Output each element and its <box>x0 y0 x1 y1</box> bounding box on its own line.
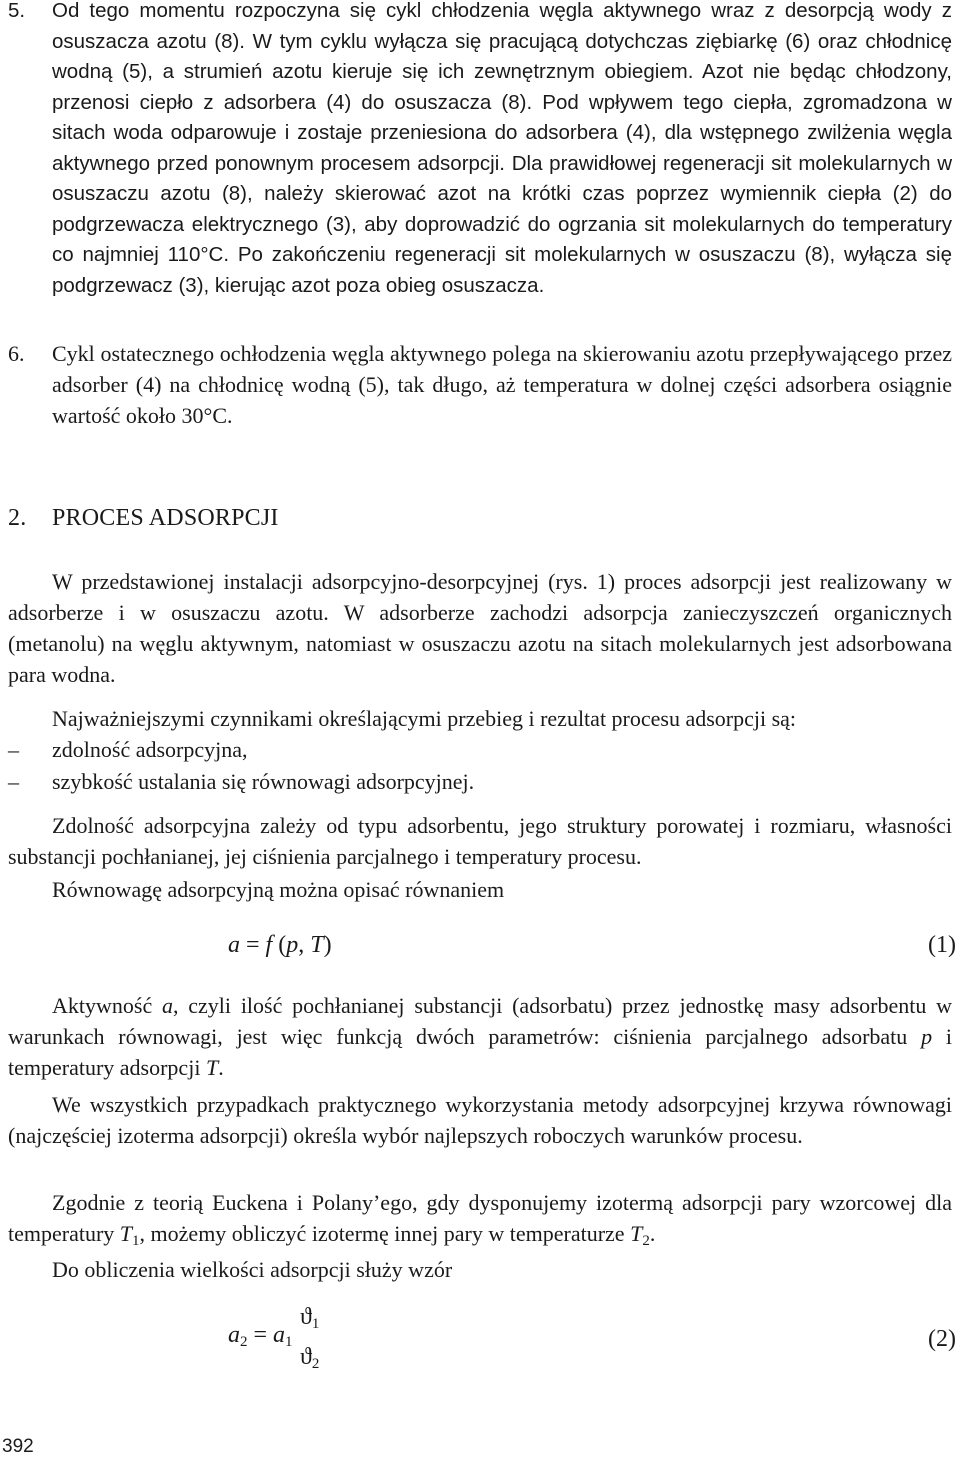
paragraph <box>8 1187 952 1249</box>
inline-variable: a <box>162 993 173 1018</box>
paragraph: Najważniejszymi czynnikami określającymi przebieg i rezultat procesu adsorpcji są: <box>52 706 797 731</box>
paragraph: W przedstawionej instalacji adsorpcyjno-desorpcyjnej (rys. 1) proces adsorpcji jest realizowany w adsorberze i w osuszaczu azotu. W adsorberze zachodzi adsorpcja zanieczyszczeń organicznych (metanolu) na węglu aktywnym, natomiast w osuszaczu azotu na sitach molekularnych jest adsorbowana para wodna. <box>8 569 952 687</box>
paragraph: Zdolność adsorpcyjna zależy od typu adsorbentu, jego struktury porowatej i rozmiaru, własności substancji pochłanianej, jej ciśnienia parcjalnego i temperatury procesu. <box>8 813 952 869</box>
inline-variable: T <box>630 1221 643 1246</box>
section-title: PROCES ADSORPCJI <box>52 505 279 531</box>
subscript: 2 <box>240 1334 248 1350</box>
inline-variable: T <box>119 1221 133 1246</box>
section-heading <box>8 505 279 532</box>
equation-body <box>228 932 332 959</box>
paragraph <box>8 990 952 1083</box>
list-item-text: zdolność adsorpcyjna, <box>52 737 248 762</box>
equation-symbol: p <box>286 932 299 958</box>
fraction-numerator <box>300 1304 319 1331</box>
inline-variable: p <box>921 1024 933 1049</box>
step-text-part: Dla prawidłowej regeneracji sit molekularnych w osuszaczu azotu (8), należy skierować azot na krótki czas poprzez wymiennik ciepła (2) do podgrzewacza elektrycznego (3), aby doprowadzić do ogrzania sit molekularnych do temperatury co najmniej 110°C. Po zakończeniu regeneracji sit molekularnych w osuszaczu (8), wyłącza się podgrzewacz (3), kierując azot poza obieg osuszacza. <box>52 151 953 297</box>
paragraph-text: . <box>218 1055 224 1080</box>
theta-symbol: ϑ <box>300 1344 312 1370</box>
paragraph-text: Aktywność <box>52 993 162 1018</box>
equation-2 <box>0 1300 960 1390</box>
paragraph-text: , czyli ilość pochłanianej substancji (adsorbatu) przez jednostkę masy adsorbentu w warunkach równowagi, jest więc funkcją dwóch parametrów: ciśnienia parcjalnego adsorbatu <box>8 993 952 1049</box>
step-text-part: Od tego momentu rozpoczyna się cykl chłodzenia węgla aktywnego wraz z desorpcją wody z osuszacza azotu (8). W tym cyklu wyłącza się pracującą dotychczas ziębiarkę (6) oraz chłodnicę wodną (5), a strumień azotu kieruje się ich zewnętrznym obiegiem. Azot nie będąc chłodzony, przenosi ciepło z adsorbera (4) do osuszacza (8). Pod wpływem tego ciepła, zgromadzona w sitach woda odparowuje i zostaje przeniesiona do adsorbera (4), dla wstępnego zwilżenia węgla aktywnego przed ponownym procesem adsorpcji. <box>52 0 952 175</box>
fraction-denominator <box>300 1344 319 1371</box>
paragraph-text: Zgodnie z teorią Euckena i Polany’ego, gdy dysponujemy izotermą adsorpcji pary wzorcowej dla temperatury <box>8 1190 952 1246</box>
equation-lhs <box>228 1322 293 1349</box>
step-number: 5. <box>8 0 26 22</box>
inline-variable: T <box>205 1055 219 1080</box>
dash-marker: – <box>8 737 19 762</box>
equation-operator: ( <box>278 932 287 958</box>
equation-number: (1) <box>928 932 956 958</box>
equation-symbol: a <box>273 1322 286 1348</box>
list-item <box>8 766 952 797</box>
section-number: 2. <box>8 505 27 531</box>
subscript: 1 <box>132 1233 140 1249</box>
equation-operator: , <box>298 932 305 958</box>
equation-symbol: T <box>310 932 324 958</box>
step-text: Cykl ostatecznego ochłodzenia węgla aktywnego polega na skierowaniu azotu przepływającego przez adsorber (4) na chłodnicę wodną (5), tak długo, aż temperatura w dolnej części adsorbera osiągnie wartość około 30°C. <box>52 341 952 428</box>
paragraph: We wszystkich przypadkach praktycznego wykorzystania metody adsorpcyjnej krzywa równowagi (najczęściej izoterma adsorpcji) określa wybór najlepszych roboczych warunków procesu. <box>8 1092 952 1148</box>
subscript: 2 <box>311 1356 320 1372</box>
paragraph: Równowagę adsorpcyjną można opisać równaniem <box>52 877 505 902</box>
page-number: 392 <box>2 1436 34 1457</box>
list-item <box>8 734 952 765</box>
equation-number: (2) <box>928 1326 956 1352</box>
equation-operator: = <box>246 932 260 958</box>
equation-operator: ) <box>323 932 332 958</box>
paragraph-text: . <box>649 1221 656 1246</box>
numbered-step-5 <box>8 0 952 301</box>
paragraph-text: i temperatury adsorpcji <box>8 1024 952 1080</box>
numbered-step-6 <box>8 338 952 431</box>
subscript: 2 <box>642 1233 650 1249</box>
list-item-text: szybkość ustalania się równowagi adsorpcyjnej. <box>52 769 475 794</box>
equation-operator: = <box>253 1322 268 1348</box>
equation-symbol: a <box>228 1322 240 1348</box>
paragraph-text: , możemy obliczyć izotermę innej pary w temperaturze <box>139 1221 631 1246</box>
step-number: 6. <box>8 341 25 366</box>
subscript: 1 <box>285 1334 293 1350</box>
equation-symbol: f <box>265 932 273 958</box>
dash-marker: – <box>8 769 19 794</box>
theta-symbol: ϑ <box>300 1304 312 1330</box>
equation-symbol: a <box>228 932 240 958</box>
paragraph: Do obliczenia wielkości adsorpcji służy wzór <box>52 1257 453 1282</box>
subscript: 1 <box>311 1316 320 1332</box>
step-text <box>52 0 952 301</box>
